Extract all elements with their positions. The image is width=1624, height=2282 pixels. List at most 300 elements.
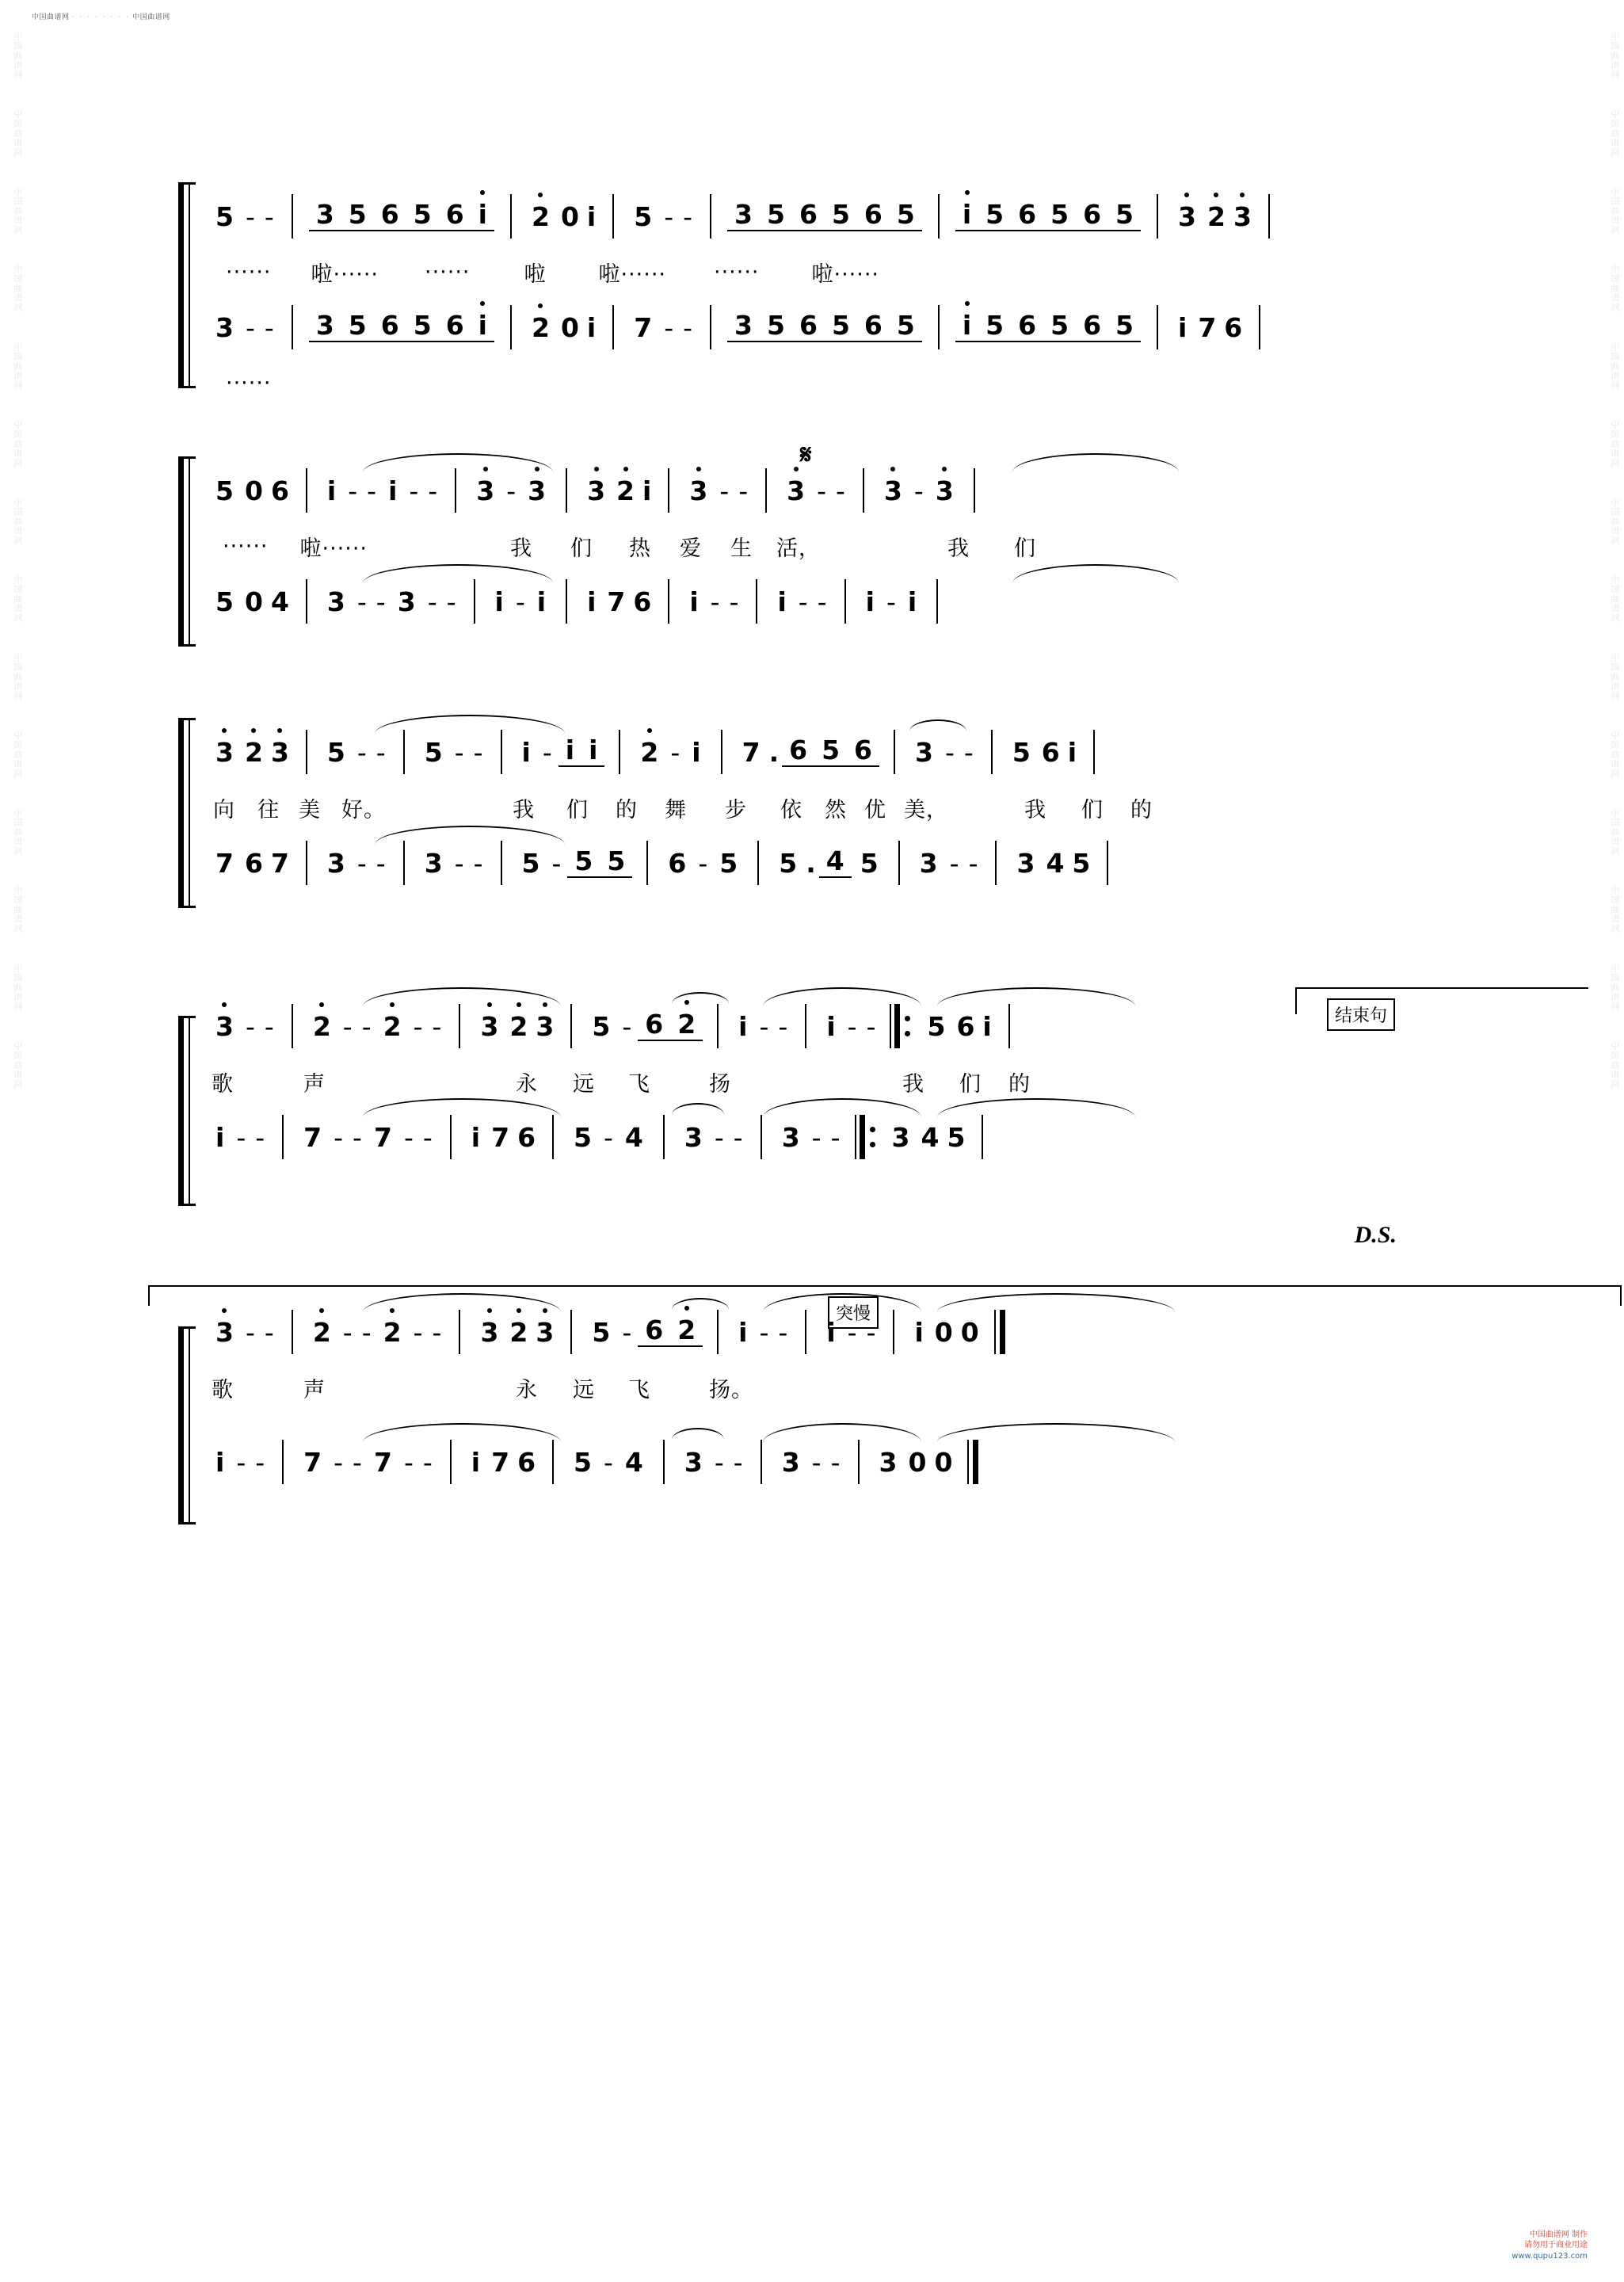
barline [570,1004,572,1048]
beamed-group [819,845,852,878]
lyric-syllable: 歌 [212,1071,234,1097]
lyric-syllable: ······ [223,533,269,559]
note: 5 [413,199,432,230]
note: 5 [592,1316,611,1348]
barline [844,579,846,624]
note-dash: - [255,1121,265,1153]
tie [909,719,966,731]
note: 6 [863,310,883,341]
barline [757,841,759,885]
barline [282,1440,284,1484]
note-dash: - [738,475,749,506]
note: 6 [244,847,263,879]
beamed-group [727,312,922,342]
barline [1093,730,1095,774]
watermark-text: 中国曲谱网 [1610,653,1620,700]
watermark-text: 中国曲谱网 [1610,498,1620,545]
note: 5 [1072,847,1091,879]
note: i [494,586,504,617]
note: 5 [779,847,798,879]
staff-upper [208,456,1446,525]
beamed-group [782,737,879,767]
note: i [586,311,597,343]
note-dash: - [798,586,808,617]
system-brace [178,1326,196,1525]
lyric-syllable: 的 [1130,797,1153,822]
note: 4 [825,845,844,876]
note-dash: - [236,1446,246,1478]
watermark-text: 中国曲谱网 [1610,187,1620,235]
lyric-syllable: 啦 [524,261,547,287]
note-dash: - [422,1446,433,1478]
note-dash: - [264,1316,274,1348]
note: 5 [822,735,841,765]
note-dash: - [604,1446,613,1478]
note: i [907,586,917,617]
lyric-syllable: ······ [714,259,760,284]
note: 5 [896,310,915,341]
header-note-dots: · · · · · · · · [71,13,130,21]
barline [663,1440,665,1484]
lyric-syllable: 远 [573,1071,595,1097]
note: 7 [270,847,289,879]
watermark-text: 中国曲谱网 [13,731,23,778]
watermark-text: 中国曲谱网 [13,109,23,157]
lyric-syllable: 们 [1014,536,1036,561]
note: 4 [921,1121,940,1153]
final-barline [967,1440,978,1484]
barline [717,1004,719,1048]
barline [761,1440,762,1484]
note-dash: - [473,736,483,768]
lyric-syllable: ······ [226,370,272,395]
note: 5 [574,1121,592,1153]
note: 5 [985,199,1005,230]
note: i [471,312,494,338]
watermark-text: 中国曲谱网 [1610,964,1620,1011]
barline [938,194,940,239]
note: 6 [799,199,818,230]
note-dash: - [759,1010,769,1042]
lyric-syllable: 好。 [341,797,386,822]
lyric-syllable: 扬 [709,1071,731,1097]
note: i [777,586,787,617]
watermark-text: 中国曲谱网 [1610,342,1620,390]
note: 3 [891,1121,910,1153]
lyric-syllable: 爱 [680,536,702,561]
system-1 [178,182,1446,420]
note: 7 [303,1121,322,1153]
note: 3 [424,847,443,879]
barline [306,579,307,624]
note: 4 [270,586,289,617]
note: 3 [315,310,334,341]
note-dash: - [847,1316,857,1348]
staff-lower [208,293,1446,361]
note: i [587,586,597,617]
watermark-text: 中国曲谱网 [1610,575,1620,623]
note-dash: - [944,736,955,768]
note: 6 [789,735,808,765]
lyric-syllable: 啦······ [311,261,379,287]
section-bracket-line [148,1285,1622,1287]
note: 3 [580,478,612,504]
barline [501,730,502,774]
lyric-syllable: 步 [725,797,747,822]
note-dash: - [264,311,274,343]
note: 6 [645,1315,664,1345]
note: 0 [908,1446,927,1478]
note-dash: - [710,586,720,617]
note-dash: - [367,475,377,506]
note: 5 [1050,310,1069,341]
note: 5 [831,310,850,341]
note: 2 [241,739,267,765]
note: 2 [376,1013,409,1040]
lyric-syllable: ······ [425,259,471,284]
beamed-group [558,737,605,767]
lyric-syllable: 我 [902,1071,924,1097]
barline [403,730,405,774]
watermark-text: 中国曲谱网 [1610,420,1620,467]
barline [717,1310,719,1354]
barline [566,468,567,513]
note-dash: - [949,847,959,879]
note: 2 [612,478,639,504]
lyric-syllable: 我 [513,797,535,822]
note: i [215,1446,225,1478]
note: 6 [517,1121,536,1153]
note-dash: - [454,847,464,879]
barline [566,579,567,624]
note: 2 [633,739,665,765]
note-dash: - [622,1316,632,1348]
note-dash: - [817,475,827,506]
note: 6 [1018,310,1037,341]
system-2 [178,439,1446,670]
note-dash: - [670,736,680,768]
lyric-syllable: 歌 [212,1377,234,1402]
system-brace [178,718,196,908]
note: i [955,312,978,338]
note: i [914,1316,924,1348]
watermark-text: 中国曲谱网 [13,187,23,235]
lyrics-upper [208,1366,1446,1409]
note-dash: - [830,1121,841,1153]
note: 3 [208,1013,241,1040]
note-dash: - [413,1010,423,1042]
note: 5 [767,310,785,341]
note-dash: - [664,200,674,232]
note-dash: - [733,1121,743,1153]
barline [710,305,711,349]
lyric-syllable: 活， [776,536,821,561]
note: 3 [215,311,234,343]
lyric-syllable: 远 [573,1377,595,1402]
note-dash: - [361,1010,372,1042]
note-dash: - [811,1121,822,1153]
barline [510,194,512,239]
note: 6 [1041,736,1060,768]
note: 5 [1115,310,1134,341]
dotted-rhythm-dot: . [806,847,816,879]
note: 2 [505,1013,532,1040]
barline [1259,305,1260,349]
beamed-group [567,845,632,878]
note: 6 [1018,199,1037,230]
note: 3 [780,478,812,504]
edge-watermark-right [1600,0,1621,2282]
watermark-text: 中国曲谱网 [1610,32,1620,79]
note-dash: - [356,586,367,617]
lyric-syllable: 啦······ [811,261,879,287]
tie [672,1103,724,1115]
note: 5 [634,200,653,232]
note: i [471,201,494,227]
barline [292,1310,293,1354]
note-dash: - [427,586,437,617]
barline [765,468,767,513]
beamed-group [955,312,1141,342]
lyric-syllable: 然 [825,797,847,822]
beamed-group [955,201,1141,231]
staff-upper [208,182,1446,250]
note-dash: - [356,847,367,879]
barline [756,579,757,624]
note: 5 [767,199,785,230]
slur [937,987,1135,1006]
note-dash: - [264,200,274,232]
lyrics-upper [208,525,1446,567]
watermark-text: 中国曲谱网 [13,808,23,856]
header-note-right: 中国曲谱网 [132,13,170,21]
note: 0 [244,475,263,506]
note-dash: - [446,586,456,617]
note: 5 [719,847,738,879]
note: i [865,586,875,617]
note: 6 [517,1446,536,1478]
note: 2 [524,204,557,230]
staff-upper [208,718,1446,786]
header-note [32,11,170,21]
barline [282,1115,284,1159]
note: 5 [424,736,443,768]
lyric-syllable: 啦······ [598,261,666,287]
note: 3 [473,1013,505,1040]
note: 2 [670,1011,703,1037]
watermark-text: 中国曲谱网 [13,1041,23,1089]
lyric-syllable: 啦······ [299,536,368,561]
slur [1012,564,1179,583]
note: i [215,1121,225,1153]
dotted-rhythm-dot: . [768,736,780,768]
note-dash: - [356,736,367,768]
beamed-group [638,1317,703,1347]
barline [1268,194,1270,239]
lyric-syllable: 永 [516,1071,538,1097]
barline [805,1004,806,1048]
note: 7 [373,1446,392,1478]
note: 2 [505,1319,532,1345]
note: 7 [607,586,626,617]
lyrics-upper [208,786,1446,829]
note: 3 [781,1446,800,1478]
staff-lower [208,829,1446,897]
beamed-group [638,1011,703,1041]
note: 3 [473,1319,505,1345]
note: 2 [306,1319,338,1345]
watermark-text: 中国曲谱网 [13,653,23,700]
note: 6 [799,310,818,341]
watermark-text: 中国曲谱网 [1610,265,1620,312]
edge-watermark-left [3,0,24,2282]
note-dash: - [866,1316,876,1348]
lyric-syllable: 依 [780,797,802,822]
barline [858,1440,860,1484]
note: i [586,200,597,232]
lyric-syllable: 声 [303,1377,326,1402]
note-dash: - [759,1316,769,1348]
watermark-text: 中国曲谱网 [1610,1041,1620,1089]
watermark-text: 中国曲谱网 [13,265,23,312]
lyric-syllable: 飞 [628,1071,650,1097]
note: 5 [215,475,234,506]
note-dash: - [361,1316,372,1348]
note: 3 [919,847,938,879]
note: 0 [960,1316,979,1348]
lyric-syllable: 美 [299,797,321,822]
note: 6 [854,735,873,765]
barline [403,841,405,885]
system-brace [178,182,196,388]
lyric-syllable: 我 [947,536,970,561]
system-4 [178,992,1446,1248]
note: i [826,1316,836,1348]
note-dash: - [403,1446,414,1478]
note-dash: - [353,1121,362,1153]
note-dash: - [778,1010,788,1042]
note-dash: - [811,1446,822,1478]
barline [646,841,648,885]
note-dash: - [348,475,358,506]
beamed-group [727,201,922,231]
slur [363,564,553,583]
ending-label: 结束句 [1327,998,1395,1031]
barline [292,1004,293,1048]
barline [721,730,722,774]
note: 3 [469,478,501,504]
note: 3 [682,478,715,504]
system-brace [178,1016,196,1206]
note: i [536,586,547,617]
barline [982,1115,983,1159]
note: 3 [879,1446,898,1478]
note: 7 [1198,311,1217,343]
watermark-text: 中国曲谱网 [13,32,23,79]
barline [552,1440,554,1484]
note: 2 [306,1013,338,1040]
note-dash: - [376,736,386,768]
note: 5 [215,586,234,617]
staff-upper [208,1298,1446,1366]
note: 6 [956,1010,975,1042]
note: 5 [348,310,367,341]
note: 2 [1203,204,1229,230]
note: 0 [934,1316,953,1348]
barline [991,730,993,774]
barline [459,1004,460,1048]
slur [363,453,553,472]
note: i [1178,311,1188,343]
barline [995,841,997,885]
note: i [689,586,699,617]
note: 3 [684,1121,703,1153]
note-dash: - [968,847,978,879]
note: 6 [445,199,464,230]
slur [937,1293,1175,1312]
note-dash: - [473,847,483,879]
barline [898,841,900,885]
note: 5 [607,845,626,876]
note: 0 [934,1446,953,1478]
barline [570,1310,572,1354]
note: i [565,735,575,765]
barline [668,468,669,513]
note: i [642,475,652,506]
barline [936,579,938,624]
note-dash: - [342,1316,353,1348]
note-dash: - [376,847,386,879]
staff-lower [208,567,1446,635]
note-dash: - [255,1446,265,1478]
footer-line-2: 请勿用于商业用途 [1524,2241,1588,2250]
staff-upper [208,992,1446,1060]
lyric-syllable: 热 [629,536,651,561]
barline [474,579,475,624]
note: 3 [734,199,753,230]
note: 5 [326,736,345,768]
note: 4 [624,1121,643,1153]
note-dash: - [432,1010,442,1042]
tie [672,1298,729,1310]
barline [306,841,307,885]
note: 7 [303,1446,322,1478]
lyric-syllable: 向 [213,797,235,822]
note: 7 [741,736,761,768]
system-5 [178,1298,1446,1536]
note: 3 [1171,204,1203,230]
note: 2 [670,1317,703,1343]
note: 3 [928,478,961,504]
barline [292,305,293,349]
note-dash: - [403,1121,414,1153]
barline [710,194,711,239]
note-dash: - [913,475,924,506]
lyric-syllable: 声 [303,1071,326,1097]
section-bracket-tick-left [148,1285,150,1306]
note-dash: - [622,1010,632,1042]
beamed-group [309,312,494,342]
barline [612,194,614,239]
note: 2 [524,315,557,341]
lyric-syllable: 们 [566,797,589,822]
barline [501,841,502,885]
note: 5 [521,847,540,879]
lyrics-upper [208,1060,1446,1103]
note-dash: - [830,1446,841,1478]
barline [306,730,307,774]
staff-lower [208,1428,1446,1496]
